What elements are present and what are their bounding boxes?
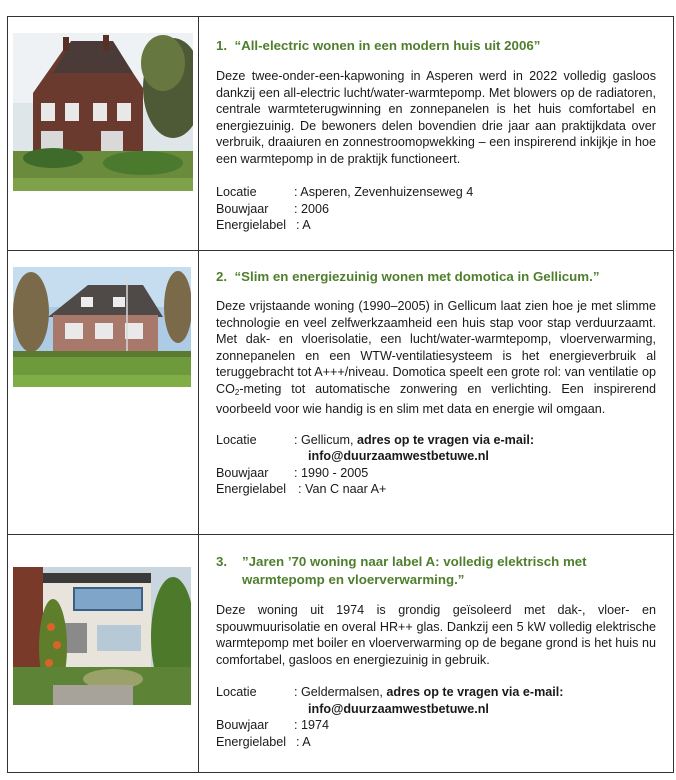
contact-email: info@duurzaamwestbetuwe.nl [308, 449, 489, 463]
entry-title [216, 37, 656, 55]
bouwjaar-value: : 1974 [294, 718, 330, 732]
bouwjaar-value: : 2006 [294, 201, 330, 216]
photo-cell [8, 251, 199, 535]
house-photo-gellicum [13, 267, 191, 387]
entry-number: 2. [216, 269, 228, 284]
address-note: adres op te vragen via e-mail: [386, 685, 564, 699]
house-list-table [7, 16, 674, 773]
description-part: Deze vrijstaande woning (1990–2005) in Gellicum laat zien hoe je met slimme technologie en veel zelfwerkzaamheid een huis stap voor stap verduurzaamt. Met dak- en vloerisolatie, een lucht/water-warmtepomp, vloerverwarming, zonnepanelen en een WTW-ventilatiesysteem is het energieverbruik al teruggebracht tot A+++/niveau. Domotica speelt een grote rol: van ventilatie op CO [216, 299, 656, 396]
locatie-label: Locatie [216, 185, 257, 199]
energielabel-value: : A [296, 734, 311, 749]
energielabel-label: Energielabel [216, 218, 287, 232]
entry-number: 1. [216, 38, 228, 53]
table-row [8, 17, 674, 251]
table-row [8, 535, 674, 773]
energielabel-label: Energielabel [216, 734, 287, 749]
house-photo-geldermalsen [13, 567, 191, 705]
entry-details [216, 184, 656, 234]
bouwjaar-label: Bouwjaar [216, 718, 269, 732]
table-row [8, 251, 674, 535]
photo-cell [8, 17, 199, 251]
entry-title-text: “All-electric wonen in een modern huis uit 2006” [234, 38, 541, 53]
entry-title-text: “Slim en energiezuinig wonen met domotica in Gellicum.” [234, 269, 600, 284]
entry-details [216, 432, 656, 498]
energielabel-value: : Van C naar A+ [298, 482, 387, 496]
bouwjaar-value: : 1990 - 2005 [294, 465, 369, 480]
energielabel-value: : A [296, 218, 311, 232]
address-note: adres op te vragen via e-mail: [356, 432, 535, 447]
entry-number: 3. [216, 554, 228, 569]
entry-title [216, 268, 656, 286]
photo-cell [8, 535, 199, 773]
entry-details [216, 684, 656, 750]
description-part: -meting tot automatische zonwering en verlichting. Een inspirerend voorbeeld voor wie handig is en slim met data en energie wil omgaan. [216, 381, 656, 416]
entry-title [216, 553, 656, 589]
energielabel-label: Energielabel [216, 482, 287, 496]
locatie-label: Locatie [216, 432, 257, 447]
entry-description: Deze twee-onder-een-kapwoning in Asperen werd in 2022 volledig gasloos dankzij een all-electric lucht/water-warmtepomp. Met blowers op de radiatoren, centrale warmteterugwinning en zonnepanelen is het huis comfortabel en energiezuinig. De bewoners delen bovendien drie jaar aan praktijkdata over verbruik, draaiuren en zonnestroomopwekking – een inspirerend inkijkje in hoe een warmtepomp in de praktijk functioneert. [216, 69, 656, 166]
bouwjaar-label: Bouwjaar [216, 201, 269, 216]
entry-description: Deze woning uit 1974 is grondig geïsoleerd met dak-, vloer- en spouwmuurisolatie en overal HR++ glas. Dankzij een 5 kW volledig elektrische warmtepomp met boiler en vloerverwarming op de begane grond is het huis nu comfortabel, gasloos en energiezuinig in gebruik. [216, 603, 656, 667]
locatie-value: : Gellicum, [294, 432, 357, 447]
contact-email: info@duurzaamwestbetuwe.nl [308, 701, 489, 716]
house-photo-asperen [13, 33, 193, 191]
bouwjaar-label: Bouwjaar [216, 465, 269, 480]
locatie-label: Locatie [216, 685, 257, 699]
description-cell [199, 17, 674, 251]
entry-title-text: ”Jaren ’70 woning naar label A: volledig elektrisch met warmtepomp en vloerverwarming.” [242, 554, 587, 587]
description-cell [199, 535, 674, 773]
description-subscript: 2 [234, 387, 240, 397]
description-cell [199, 251, 674, 535]
locatie-value: : Geldermalsen, [294, 685, 387, 699]
entry-description [216, 298, 656, 418]
locatie-value: : Asperen, Zevenhuizenseweg 4 [294, 185, 474, 199]
